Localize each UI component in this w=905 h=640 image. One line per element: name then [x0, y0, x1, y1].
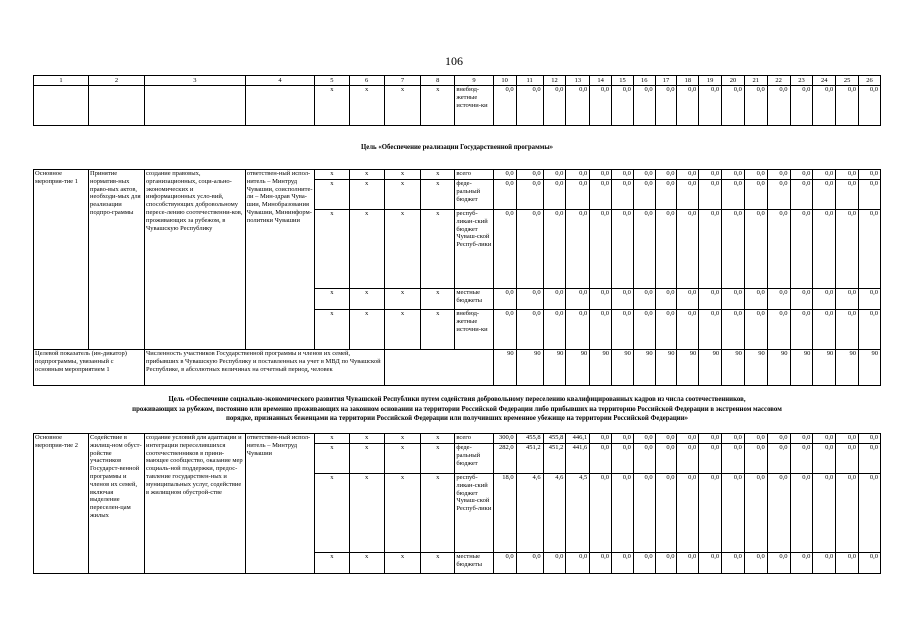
value-cell: 0,0 — [836, 170, 859, 180]
indicator-value: 90 — [516, 350, 543, 386]
value-cell: 0,0 — [859, 474, 881, 553]
activity-c4: ответствен-ный испол-нитель – Минтруд Чувашии — [245, 434, 315, 574]
value-cell: 0,0 — [790, 289, 813, 310]
header-row — [34, 76, 881, 86]
value-cell: 451,2 — [543, 444, 566, 474]
value-cell: 0,0 — [744, 474, 767, 553]
goal-row — [34, 126, 881, 170]
value-cell: 0,0 — [859, 86, 881, 126]
source-cell: феде-ральный бюджет — [455, 180, 493, 210]
value-cell: 0,0 — [590, 310, 612, 350]
mark-cell: x — [349, 170, 384, 180]
column-number: 12 — [543, 76, 566, 86]
empty-cell — [245, 86, 315, 126]
value-cell: 0,0 — [813, 434, 836, 444]
value-cell: 0,0 — [566, 553, 590, 574]
mark-cell: x — [421, 553, 455, 574]
column-number: 18 — [677, 76, 699, 86]
value-cell: 0,0 — [590, 434, 612, 444]
mark-cell: x — [384, 86, 420, 126]
value-cell: 0,0 — [722, 444, 745, 474]
value-cell: 455,8 — [543, 434, 566, 444]
value-cell: 0,0 — [566, 210, 590, 289]
source-cell: респуб-ликан-ский бюджет Чуваш-ской Респуб-лики — [455, 474, 493, 553]
column-number: 26 — [859, 76, 881, 86]
value-cell: 0,0 — [543, 289, 566, 310]
column-number: 25 — [836, 76, 859, 86]
value-cell: 0,0 — [655, 210, 677, 289]
value-cell: 0,0 — [836, 210, 859, 289]
value-cell: 0,0 — [566, 289, 590, 310]
value-cell: 0,0 — [493, 180, 516, 210]
value-cell: 0,0 — [722, 553, 745, 574]
indicator-value: 90 — [677, 350, 699, 386]
mark-cell: x — [384, 170, 420, 180]
value-cell: 0,0 — [612, 310, 634, 350]
mark-cell: x — [349, 289, 384, 310]
value-cell: 0,0 — [516, 180, 543, 210]
column-number: 10 — [493, 76, 516, 86]
value-cell: 0,0 — [836, 474, 859, 553]
mark-cell: x — [384, 444, 420, 474]
value-cell: 0,0 — [699, 310, 722, 350]
goal-line: Цель «Обеспечение социально-экономического развития Чувашской Республики путем содействия добровольному переселению квалифицированных кадров из числа соотечественников, — [168, 396, 746, 404]
value-cell: 4,6 — [516, 474, 543, 553]
value-cell: 0,0 — [633, 210, 655, 289]
value-cell: 0,0 — [790, 474, 813, 553]
value-cell: 0,0 — [744, 86, 767, 126]
mark-cell: x — [384, 553, 420, 574]
mark-cell: x — [349, 86, 384, 126]
mark-cell: x — [384, 434, 420, 444]
value-cell: 0,0 — [767, 444, 790, 474]
column-number: 7 — [384, 76, 420, 86]
column-number: 1 — [34, 76, 89, 86]
value-cell: 446,1 — [566, 434, 590, 444]
value-cell: 0,0 — [722, 289, 745, 310]
value-cell: 0,0 — [655, 310, 677, 350]
mark-cell: x — [315, 553, 349, 574]
mark-cell: x — [421, 434, 455, 444]
value-cell: 0,0 — [790, 86, 813, 126]
value-cell: 18,0 — [493, 474, 516, 553]
value-cell: 0,0 — [677, 310, 699, 350]
value-cell: 0,0 — [813, 180, 836, 210]
data-row — [34, 434, 881, 444]
value-cell: 0,0 — [590, 444, 612, 474]
value-cell: 0,0 — [677, 474, 699, 553]
value-cell: 0,0 — [516, 170, 543, 180]
column-number: 5 — [315, 76, 349, 86]
value-cell: 0,0 — [633, 180, 655, 210]
value-cell: 300,0 — [493, 434, 516, 444]
column-number: 20 — [722, 76, 745, 86]
mark-cell: x — [421, 474, 455, 553]
value-cell: 0,0 — [516, 289, 543, 310]
value-cell: 0,0 — [612, 553, 634, 574]
program-table — [33, 75, 881, 574]
value-cell: 0,0 — [655, 180, 677, 210]
mark-cell: x — [349, 210, 384, 289]
value-cell: 0,0 — [859, 180, 881, 210]
activity-c1: Основное мероприя-тие 1 — [34, 170, 89, 350]
value-cell: 0,0 — [543, 210, 566, 289]
indicator-value: 90 — [699, 350, 722, 386]
column-number: 24 — [813, 76, 836, 86]
value-cell: 0,0 — [699, 210, 722, 289]
value-cell: 0,0 — [767, 180, 790, 210]
value-cell: 0,0 — [633, 289, 655, 310]
indicator-value: 90 — [836, 350, 859, 386]
value-cell: 0,0 — [836, 444, 859, 474]
value-cell: 0,0 — [744, 553, 767, 574]
indicator-label: Целевой показатель (ин-дикатор) подпрограммы, увязанный с основным мероприятием 1 — [34, 350, 145, 386]
value-cell: 0,0 — [790, 310, 813, 350]
value-cell: 0,0 — [790, 180, 813, 210]
value-cell: 0,0 — [677, 86, 699, 126]
source-cell: всего — [455, 170, 493, 180]
value-cell: 0,0 — [633, 444, 655, 474]
value-cell: 0,0 — [516, 210, 543, 289]
empty-cell — [89, 86, 145, 126]
value-cell: 0,0 — [543, 170, 566, 180]
value-cell: 0,0 — [836, 86, 859, 126]
value-cell: 0,0 — [493, 86, 516, 126]
value-cell: 0,0 — [790, 170, 813, 180]
indicator-value: 90 — [543, 350, 566, 386]
value-cell: 0,0 — [722, 310, 745, 350]
column-number: 11 — [516, 76, 543, 86]
value-cell: 0,0 — [590, 170, 612, 180]
value-cell: 0,0 — [699, 170, 722, 180]
mark-cell: x — [315, 289, 349, 310]
mark-cell: x — [349, 310, 384, 350]
mark-cell: x — [384, 210, 420, 289]
value-cell: 4,6 — [543, 474, 566, 553]
value-cell: 0,0 — [543, 180, 566, 210]
value-cell: 0,0 — [590, 289, 612, 310]
value-cell: 0,0 — [677, 434, 699, 444]
mark-cell: x — [349, 474, 384, 553]
value-cell: 0,0 — [655, 474, 677, 553]
value-cell: 441,6 — [566, 444, 590, 474]
mark-cell: x — [421, 86, 455, 126]
value-cell: 0,0 — [493, 310, 516, 350]
value-cell: 0,0 — [813, 289, 836, 310]
value-cell: 0,0 — [813, 553, 836, 574]
column-number: 17 — [655, 76, 677, 86]
value-cell: 0,0 — [722, 170, 745, 180]
mark-cell: x — [315, 434, 349, 444]
value-cell: 0,0 — [590, 210, 612, 289]
goal-line: порядке, признанных беженцами на территории Российской Федерации или получивших временное убежище на территории Российской Федерации» — [225, 415, 689, 423]
column-number: 3 — [145, 76, 246, 86]
value-cell: 0,0 — [790, 553, 813, 574]
source-cell: внебюд-жетные источни-ки — [455, 86, 493, 126]
value-cell: 0,0 — [744, 170, 767, 180]
source-cell: местные бюджеты — [455, 553, 493, 574]
value-cell: 0,0 — [566, 86, 590, 126]
value-cell: 0,0 — [612, 86, 634, 126]
value-cell: 0,0 — [543, 86, 566, 126]
value-cell: 0,0 — [633, 170, 655, 180]
data-row — [34, 86, 881, 126]
value-cell: 0,0 — [722, 180, 745, 210]
value-cell: 0,0 — [767, 289, 790, 310]
indicator-text: Численность участников Государственной программы и членов их семей, прибывших в Чувашскую Республику и поставленных на учет в МВД по Чувашской Республике, в абсолютных величинах на отчетный период, человек — [145, 350, 385, 386]
empty-cell — [145, 86, 246, 126]
value-cell: 0,0 — [612, 444, 634, 474]
value-cell: 451,2 — [516, 444, 543, 474]
value-cell: 0,0 — [767, 310, 790, 350]
indicator-value: 90 — [767, 350, 790, 386]
value-cell: 0,0 — [813, 444, 836, 474]
value-cell: 0,0 — [493, 170, 516, 180]
data-row — [34, 170, 881, 180]
value-cell: 0,0 — [677, 170, 699, 180]
indicator-value: 90 — [566, 350, 590, 386]
value-cell: 0,0 — [699, 553, 722, 574]
column-number: 4 — [245, 76, 315, 86]
value-cell: 0,0 — [859, 289, 881, 310]
page-number: 106 — [445, 54, 463, 68]
mark-cell: x — [315, 474, 349, 553]
value-cell: 0,0 — [612, 180, 634, 210]
source-cell: внебюд-жетные источни-ки — [455, 310, 493, 350]
mark-cell: x — [315, 310, 349, 350]
value-cell: 0,0 — [699, 180, 722, 210]
value-cell: 0,0 — [566, 170, 590, 180]
value-cell: 0,0 — [677, 210, 699, 289]
mark-cell: x — [421, 170, 455, 180]
value-cell: 0,0 — [767, 553, 790, 574]
value-cell: 0,0 — [859, 310, 881, 350]
mark-cell: x — [421, 444, 455, 474]
mark-cell: x — [315, 210, 349, 289]
value-cell: 0,0 — [722, 86, 745, 126]
column-number: 2 — [89, 76, 145, 86]
source-cell: всего — [455, 434, 493, 444]
mark-cell: x — [421, 210, 455, 289]
indicator-value: 90 — [590, 350, 612, 386]
value-cell: 0,0 — [612, 289, 634, 310]
value-cell: 0,0 — [790, 434, 813, 444]
goal-title: Цель «Обеспечение реализации Государственной программы» — [360, 143, 554, 151]
value-cell: 0,0 — [655, 86, 677, 126]
indicator-value: 90 — [744, 350, 767, 386]
value-cell: 0,0 — [836, 180, 859, 210]
value-cell: 0,0 — [836, 553, 859, 574]
value-cell: 0,0 — [767, 170, 790, 180]
value-cell: 0,0 — [836, 310, 859, 350]
value-cell: 0,0 — [633, 310, 655, 350]
mark-cell: x — [349, 444, 384, 474]
column-number: 15 — [612, 76, 634, 86]
value-cell: 0,0 — [566, 180, 590, 210]
column-number: 19 — [699, 76, 722, 86]
value-cell: 0,0 — [655, 444, 677, 474]
mark-cell: x — [384, 474, 420, 553]
value-cell: 0,0 — [813, 86, 836, 126]
column-number: 21 — [744, 76, 767, 86]
mark-cell: x — [349, 180, 384, 210]
value-cell: 0,0 — [744, 289, 767, 310]
value-cell: 0,0 — [722, 210, 745, 289]
value-cell: 0,0 — [744, 310, 767, 350]
value-cell: 0,0 — [744, 444, 767, 474]
empty-cell — [384, 350, 493, 386]
activity-c4: ответствен-ный испол-нитель – Минтруд Чувашии, соисполните-ли – Мин-здрав Чува-шии, Минобразования Чувашии, Мининформ-политики Чувашии — [245, 170, 315, 350]
value-cell: 0,0 — [590, 553, 612, 574]
value-cell: 0,0 — [516, 553, 543, 574]
value-cell: 0,0 — [813, 170, 836, 180]
value-cell: 0,0 — [590, 180, 612, 210]
mark-cell: x — [421, 180, 455, 210]
indicator-value: 90 — [722, 350, 745, 386]
value-cell: 0,0 — [516, 86, 543, 126]
value-cell: 0,0 — [493, 553, 516, 574]
value-cell: 0,0 — [859, 170, 881, 180]
source-cell: местные бюджеты — [455, 289, 493, 310]
value-cell: 0,0 — [859, 444, 881, 474]
mark-cell: x — [315, 86, 349, 126]
indicator-value: 90 — [493, 350, 516, 386]
value-cell: 0,0 — [836, 289, 859, 310]
indicator-value: 90 — [813, 350, 836, 386]
value-cell: 0,0 — [677, 289, 699, 310]
indicator-value: 90 — [790, 350, 813, 386]
activity-c1: Основное мероприя-тие 2 — [34, 434, 89, 574]
mark-cell: x — [349, 553, 384, 574]
activity-c2: Содействие в жилищ-ном обуст-ройстве участников Государст-венной программы и членов их семей, включая выделение переселен-цам жилых — [89, 434, 145, 574]
activity-c3: создание правовых, организационных, соци-ально-экономических и информационных усло-вий, способствующих добровольному пересе-лению соотечественни-ков, проживающих за рубежом, в Чувашскую Республику — [145, 170, 246, 350]
source-cell: респуб-ликан-ский бюджет Чуваш-ской Респуб-лики — [455, 210, 493, 289]
value-cell: 0,0 — [813, 310, 836, 350]
value-cell: 282,0 — [493, 444, 516, 474]
goal-title — [34, 386, 881, 434]
value-cell: 0,0 — [767, 474, 790, 553]
value-cell: 0,0 — [699, 474, 722, 553]
value-cell: 0,0 — [612, 434, 634, 444]
activity-c3: создание условий для адаптации и интеграции переселившихся соотечественников в прини-мающее сообщество, оказание мер социаль-ной поддержки, предос-тавление государствен-ных и муниципальных услуг, содействие в жилищном обустрой-стве — [145, 434, 246, 574]
value-cell: 0,0 — [612, 210, 634, 289]
value-cell: 0,0 — [612, 170, 634, 180]
value-cell: 0,0 — [633, 434, 655, 444]
value-cell: 0,0 — [543, 553, 566, 574]
mark-cell: x — [315, 444, 349, 474]
value-cell: 0,0 — [655, 289, 677, 310]
mark-cell: x — [421, 289, 455, 310]
value-cell: 0,0 — [813, 210, 836, 289]
value-cell: 0,0 — [722, 434, 745, 444]
value-cell: 0,0 — [859, 434, 881, 444]
column-number: 9 — [455, 76, 493, 86]
value-cell: 0,0 — [677, 180, 699, 210]
column-number: 8 — [421, 76, 455, 86]
value-cell: 0,0 — [543, 310, 566, 350]
value-cell: 0,0 — [859, 553, 881, 574]
value-cell: 0,0 — [590, 474, 612, 553]
mark-cell: x — [384, 310, 420, 350]
value-cell: 0,0 — [790, 444, 813, 474]
value-cell: 0,0 — [767, 210, 790, 289]
value-cell: 0,0 — [566, 310, 590, 350]
value-cell: 0,0 — [612, 474, 634, 553]
column-number: 23 — [790, 76, 813, 86]
value-cell: 0,0 — [677, 444, 699, 474]
value-cell: 4,5 — [566, 474, 590, 553]
column-number: 6 — [349, 76, 384, 86]
value-cell: 0,0 — [836, 434, 859, 444]
value-cell: 0,0 — [677, 553, 699, 574]
value-cell: 0,0 — [590, 86, 612, 126]
goal-row — [34, 386, 881, 434]
empty-cell — [34, 86, 89, 126]
column-number: 13 — [566, 76, 590, 86]
value-cell: 0,0 — [744, 210, 767, 289]
value-cell: 0,0 — [699, 86, 722, 126]
value-cell: 0,0 — [767, 434, 790, 444]
value-cell: 0,0 — [722, 474, 745, 553]
value-cell: 0,0 — [633, 553, 655, 574]
value-cell: 0,0 — [655, 553, 677, 574]
value-cell: 0,0 — [633, 474, 655, 553]
indicator-value: 90 — [655, 350, 677, 386]
value-cell: 0,0 — [633, 86, 655, 126]
source-cell: феде-ральный бюджет — [455, 444, 493, 474]
column-number: 16 — [633, 76, 655, 86]
value-cell: 0,0 — [516, 310, 543, 350]
mark-cell: x — [384, 180, 420, 210]
column-number: 22 — [767, 76, 790, 86]
value-cell: 0,0 — [790, 210, 813, 289]
value-cell: 0,0 — [744, 434, 767, 444]
value-cell: 0,0 — [767, 86, 790, 126]
goal-line: проживающих за рубежом, постоянно или временно проживающих на законном основании на территории Российской Федерации либо прибывших на территорию Российской Федерации в экстренном массовом — [132, 405, 782, 413]
value-cell: 455,8 — [516, 434, 543, 444]
value-cell: 0,0 — [699, 444, 722, 474]
value-cell: 0,0 — [813, 474, 836, 553]
indicator-row — [34, 350, 881, 386]
activity-c2: Принятие норматив-ных право-вых актов, необходи-мых для реализации подпро-граммы — [89, 170, 145, 350]
indicator-value: 90 — [859, 350, 881, 386]
value-cell: 0,0 — [699, 289, 722, 310]
mark-cell: x — [315, 180, 349, 210]
column-number: 14 — [590, 76, 612, 86]
value-cell: 0,0 — [493, 289, 516, 310]
value-cell: 0,0 — [699, 434, 722, 444]
mark-cell: x — [349, 434, 384, 444]
indicator-value: 90 — [633, 350, 655, 386]
value-cell: 0,0 — [859, 210, 881, 289]
mark-cell: x — [315, 170, 349, 180]
mark-cell: x — [384, 289, 420, 310]
value-cell: 0,0 — [744, 180, 767, 210]
value-cell: 0,0 — [655, 434, 677, 444]
mark-cell: x — [421, 310, 455, 350]
value-cell: 0,0 — [493, 210, 516, 289]
indicator-value: 90 — [612, 350, 634, 386]
value-cell: 0,0 — [655, 170, 677, 180]
